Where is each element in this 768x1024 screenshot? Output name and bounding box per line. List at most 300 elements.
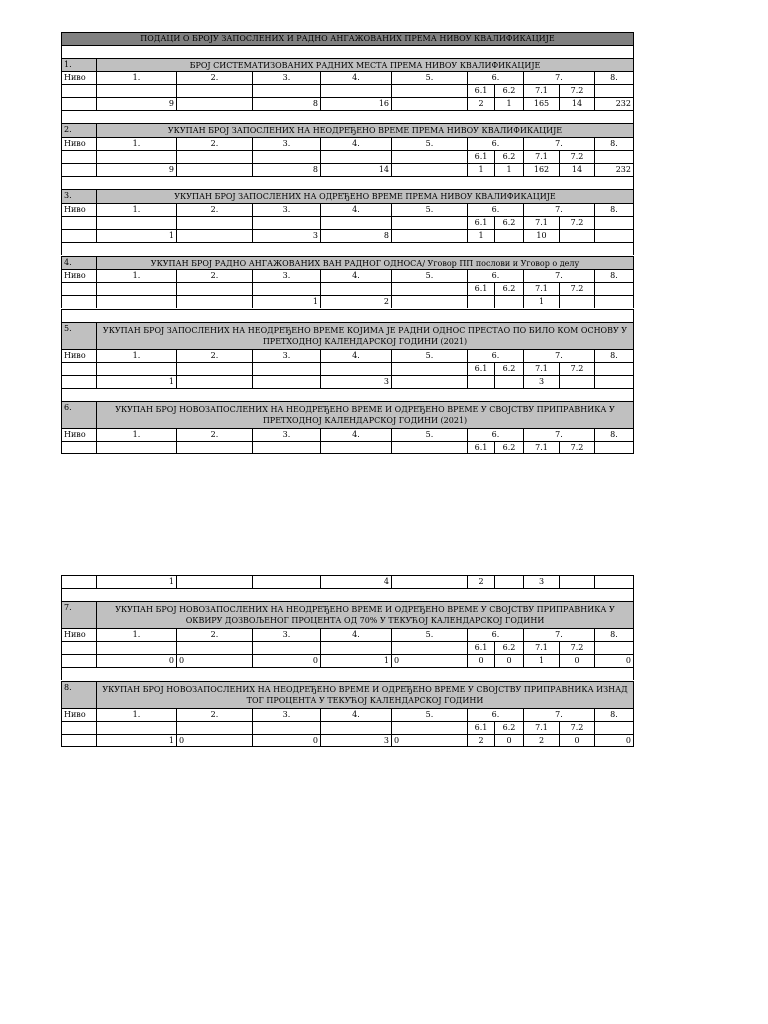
value-cell [176,163,252,176]
value-cell [176,229,252,242]
value-cell: 8 [252,97,320,110]
level-col-8: 8. [594,203,634,216]
level-col-6: 6. [467,269,523,282]
value-cell [494,229,523,242]
blank-cell [61,229,96,242]
value-cell: 9 [96,163,176,176]
value-cell: 1 [96,734,176,747]
level-col-1: 1. [96,269,176,282]
level-col-8: 8. [594,269,634,282]
level-col-7: 7. [523,628,594,641]
value-cell: 10 [523,229,559,242]
blank-cell [176,216,252,229]
value-cell: 0 [252,734,320,747]
section-number: 7. [61,601,96,628]
blank-cell [252,362,320,375]
level-col-3: 3. [252,71,320,84]
section-title: УКУПАН БРОЈ НОВОЗАПОСЛЕНИХ НА НЕОДРЕЂЕНО ВРЕМЕ И ОДРЕЂЕНО ВРЕМЕ У СВОЈСТВУ ПРИПРАВНИКА ИЗНАД ТОГ ПРОЦЕНТА У ТЕКУЋОЈ КАЛЕНДАРСКОЈ ГОДИНИ [96,681,634,708]
level-col-8: 8. [594,349,634,362]
blank-cell [176,721,252,734]
value-cell: 14 [559,163,594,176]
value-cell: 2 [523,734,559,747]
level-col-5: 5. [391,349,467,362]
level-col-7: 7. [523,71,594,84]
spacer-row [61,176,634,189]
sublevel-col: 6.2 [494,84,523,97]
spacer-row [61,388,634,401]
value-cell: 0 [176,734,252,747]
level-col-3: 3. [252,428,320,441]
level-col-2: 2. [176,349,252,362]
sublevel-col: 6.2 [494,282,523,295]
level-col-6: 6. [467,708,523,721]
sublevel-col: 7.2 [559,84,594,97]
level-col-1: 1. [96,203,176,216]
section-title: УКУПАН БРОЈ НОВОЗАПОСЛЕНИХ НА НЕОДРЕЂЕНО ВРЕМЕ И ОДРЕЂЕНО ВРЕМЕ У СВОЈСТВУ ПРИПРАВНИКА У ОКВИРУ ДОЗВОЉЕНОГ ПРОЦЕНТА ОД 70% У ТЕКУЋОЈ КАЛЕНДАРСКОЈ ГОДИНИ [96,601,634,628]
section-title: УКУПАН БРОЈ РАДНО АНГАЖОВАНИХ ВАН РАДНОГ ОДНОСА/ Уговор ПП послови и Уговор о делу [96,256,634,269]
value-cell: 4 [320,575,391,588]
value-cell [559,295,594,308]
value-cell: 1 [523,654,559,667]
sublevel-header-row [61,362,634,375]
level-col-5: 5. [391,71,467,84]
value-cell [176,295,252,308]
level-label: Ниво [61,269,96,282]
blank-cell [176,150,252,163]
blank-cell [61,441,96,454]
document-title-row [61,32,634,45]
level-col-3: 3. [252,269,320,282]
value-cell: 232 [594,97,634,110]
value-cell: 1 [523,295,559,308]
spacer-row [61,45,634,58]
sublevel-header-row [61,441,634,454]
section-header [61,401,634,428]
value-cell: 232 [594,163,634,176]
level-col-2: 2. [176,71,252,84]
blank-cell [176,641,252,654]
sublevel-col: 6.1 [467,282,494,295]
sublevel-col: 7.2 [559,150,594,163]
value-cell: 1 [96,575,176,588]
value-cell: 1 [494,97,523,110]
value-row [61,163,634,176]
level-col-7: 7. [523,428,594,441]
level-header-row [61,137,634,150]
sublevel-col: 6.2 [494,441,523,454]
value-cell: 0 [559,654,594,667]
blank-cell [594,721,634,734]
sublevel-col: 6.2 [494,362,523,375]
blank-cell [61,163,96,176]
sublevel-col: 7.1 [523,150,559,163]
value-cell: 0 [494,734,523,747]
value-cell: 0 [494,654,523,667]
section-header [61,189,634,203]
level-header-row [61,203,634,216]
sublevel-col: 6.1 [467,721,494,734]
level-col-2: 2. [176,269,252,282]
level-col-1: 1. [96,628,176,641]
value-cell: 1 [96,375,176,388]
value-cell [594,575,634,588]
sublevel-col: 6.1 [467,641,494,654]
value-cell: 0 [594,734,634,747]
blank-cell [252,216,320,229]
blank-cell [176,84,252,97]
sublevel-col: 7.2 [559,362,594,375]
blank-cell [320,362,391,375]
level-col-1: 1. [96,349,176,362]
sublevel-col: 6.1 [467,362,494,375]
spacer-row [61,242,634,255]
section-header [61,256,634,269]
level-col-4: 4. [320,428,391,441]
level-col-3: 3. [252,137,320,150]
level-col-7: 7. [523,137,594,150]
spacer-row [61,588,634,601]
level-col-6: 6. [467,137,523,150]
level-label: Ниво [61,71,96,84]
section-number: 3. [61,189,96,203]
level-col-4: 4. [320,269,391,282]
sublevel-header-row [61,216,634,229]
value-cell [176,575,252,588]
value-cell: 14 [320,163,391,176]
value-cell [391,295,467,308]
value-cell: 1 [467,163,494,176]
value-cell [391,97,467,110]
section-header [61,58,634,71]
blank-cell [320,721,391,734]
value-cell [594,375,634,388]
level-label: Ниво [61,203,96,216]
sublevel-col: 6.1 [467,84,494,97]
level-col-6: 6. [467,628,523,641]
blank-cell [252,282,320,295]
blank-cell [252,721,320,734]
level-label: Ниво [61,428,96,441]
blank-cell [320,150,391,163]
level-label: Ниво [61,708,96,721]
level-col-1: 1. [96,708,176,721]
blank-cell [176,441,252,454]
section-title: УКУПАН БРОЈ НОВОЗАПОСЛЕНИХ НА НЕОДРЕЂЕНО ВРЕМЕ И ОДРЕЂЕНО ВРЕМЕ У СВОЈСТВУ ПРИПРАВНИКА У ПРЕТХОДНОЈ КАЛЕНДАРСКОЈ ГОДИНИ (2021) [96,401,634,428]
sublevel-col: 6.2 [494,721,523,734]
section-number: 4. [61,256,96,269]
value-cell [494,295,523,308]
value-cell [391,163,467,176]
value-cell [176,375,252,388]
sublevel-col: 7.2 [559,721,594,734]
blank-cell [252,641,320,654]
section-title: УКУПАН БРОЈ ЗАПОСЛЕНИХ НА НЕОДРЕЂЕНО ВРЕМЕ ПРЕМА НИВОУ КВАЛИФИКАЦИЈЕ [96,123,634,137]
section-header [61,681,634,708]
sublevel-col: 6.2 [494,641,523,654]
value-cell: 3 [320,375,391,388]
section-header [61,123,634,137]
level-label: Ниво [61,349,96,362]
level-col-8: 8. [594,628,634,641]
value-cell: 8 [252,163,320,176]
blank-cell [61,362,96,375]
section-number: 5. [61,322,96,349]
value-row [61,97,634,110]
sublevel-col: 7.1 [523,721,559,734]
sublevel-col: 7.1 [523,641,559,654]
blank-cell [391,84,467,97]
blank-cell [594,441,634,454]
blank-cell [61,84,96,97]
blank-cell [594,150,634,163]
section-number: 6. [61,401,96,428]
blank-cell [594,216,634,229]
value-cell [559,575,594,588]
value-cell [559,375,594,388]
value-row [61,229,634,242]
level-header-row [61,269,634,282]
blank-cell [96,721,176,734]
blank-cell [391,441,467,454]
sublevel-col: 6.1 [467,150,494,163]
level-col-2: 2. [176,203,252,216]
value-cell: 1 [320,654,391,667]
spacer-row [61,309,634,322]
level-col-4: 4. [320,708,391,721]
value-cell: 1 [252,295,320,308]
document-title: ПОДАЦИ О БРОЈУ ЗАПОСЛЕНИХ И РАДНО АНГАЖОВАНИХ ПРЕМА НИВОУ КВАЛИФИКАЦИЈЕ [61,32,634,45]
level-header-row [61,628,634,641]
sublevel-header-row [61,641,634,654]
value-cell: 2 [467,734,494,747]
level-header-row [61,349,634,362]
blank-cell [594,362,634,375]
level-col-3: 3. [252,203,320,216]
value-cell: 0 [252,654,320,667]
value-cell: 1 [467,229,494,242]
sublevel-col: 7.1 [523,441,559,454]
level-col-3: 3. [252,708,320,721]
value-row [61,734,634,747]
blank-cell [96,216,176,229]
level-col-2: 2. [176,708,252,721]
value-cell [494,575,523,588]
sublevel-col: 7.1 [523,282,559,295]
level-header-row [61,708,634,721]
sublevel-col: 7.2 [559,641,594,654]
value-cell: 2 [320,295,391,308]
blank-cell [96,362,176,375]
level-col-5: 5. [391,269,467,282]
sublevel-col: 6.1 [467,441,494,454]
blank-cell [252,441,320,454]
level-col-7: 7. [523,708,594,721]
blank-cell [594,641,634,654]
blank-cell [96,641,176,654]
level-label: Ниво [61,137,96,150]
sublevel-col: 7.1 [523,362,559,375]
value-cell: 1 [96,229,176,242]
blank-cell [391,282,467,295]
blank-cell [176,282,252,295]
value-cell: 1 [494,163,523,176]
blank-cell [61,150,96,163]
section-number: 8. [61,681,96,708]
blank-cell [391,721,467,734]
blank-cell [320,641,391,654]
level-col-5: 5. [391,137,467,150]
value-cell [391,375,467,388]
value-row [61,575,634,588]
sublevel-col: 7.2 [559,282,594,295]
value-cell: 3 [523,575,559,588]
value-cell: 0 [467,654,494,667]
value-cell: 14 [559,97,594,110]
level-col-8: 8. [594,708,634,721]
level-col-4: 4. [320,137,391,150]
section-title: БРОЈ СИСТЕМАТИЗОВАНИХ РАДНИХ МЕСТА ПРЕМА НИВОУ КВАЛИФИКАЦИЈЕ [96,58,634,71]
value-cell: 8 [320,229,391,242]
level-col-5: 5. [391,203,467,216]
level-col-5: 5. [391,428,467,441]
blank-cell [61,375,96,388]
level-col-3: 3. [252,628,320,641]
level-header-row [61,71,634,84]
level-col-8: 8. [594,428,634,441]
blank-cell [391,641,467,654]
blank-cell [252,84,320,97]
level-header-row [61,428,634,441]
spacer-row [61,667,634,680]
level-col-7: 7. [523,203,594,216]
value-row [61,295,634,308]
blank-cell [252,150,320,163]
blank-cell [320,282,391,295]
blank-cell [61,734,96,747]
blank-cell [61,654,96,667]
level-col-5: 5. [391,708,467,721]
sublevel-header-row [61,721,634,734]
sublevel-header-row [61,150,634,163]
value-cell: 0 [96,654,176,667]
blank-cell [320,441,391,454]
level-col-4: 4. [320,203,391,216]
level-col-4: 4. [320,71,391,84]
value-cell [391,229,467,242]
value-cell [252,375,320,388]
sublevel-col: 6.2 [494,216,523,229]
value-cell: 3 [523,375,559,388]
value-cell: 2 [467,97,494,110]
level-col-5: 5. [391,628,467,641]
section-number: 1. [61,58,96,71]
level-col-2: 2. [176,428,252,441]
value-cell: 0 [391,654,467,667]
value-cell [494,375,523,388]
blank-cell [391,150,467,163]
blank-cell [61,282,96,295]
level-col-7: 7. [523,269,594,282]
blank-cell [594,84,634,97]
blank-cell [61,295,96,308]
sublevel-header-row [61,84,634,97]
sublevel-col: 6.1 [467,216,494,229]
sublevel-col: 6.2 [494,150,523,163]
level-col-4: 4. [320,349,391,362]
blank-cell [61,97,96,110]
blank-cell [391,216,467,229]
level-col-4: 4. [320,628,391,641]
value-cell [96,295,176,308]
level-col-3: 3. [252,349,320,362]
value-cell [594,229,634,242]
blank-cell [320,216,391,229]
level-col-2: 2. [176,628,252,641]
value-row [61,654,634,667]
level-col-1: 1. [96,71,176,84]
value-cell [559,229,594,242]
blank-cell [96,282,176,295]
section-header [61,322,634,349]
value-cell: 16 [320,97,391,110]
section-header [61,601,634,628]
sublevel-col: 7.2 [559,216,594,229]
sublevel-header-row [61,282,634,295]
level-col-8: 8. [594,71,634,84]
value-row [61,375,634,388]
value-cell: 0 [391,734,467,747]
blank-cell [61,216,96,229]
value-cell [467,375,494,388]
section-title: УКУПАН БРОЈ ЗАПОСЛЕНИХ НА ОДРЕЂЕНО ВРЕМЕ ПРЕМА НИВОУ КВАЛИФИКАЦИЈЕ [96,189,634,203]
level-col-6: 6. [467,428,523,441]
blank-cell [594,282,634,295]
value-cell [252,575,320,588]
value-cell [176,97,252,110]
sublevel-col: 7.1 [523,216,559,229]
section-number: 2. [61,123,96,137]
level-col-7: 7. [523,349,594,362]
blank-cell [176,362,252,375]
value-cell: 0 [559,734,594,747]
spacer-row [61,110,634,123]
value-cell [467,295,494,308]
level-col-6: 6. [467,203,523,216]
level-col-6: 6. [467,349,523,362]
value-cell: 3 [252,229,320,242]
value-cell [391,575,467,588]
blank-cell [96,150,176,163]
value-cell [594,295,634,308]
section-title: УКУПАН БРОЈ ЗАПОСЛЕНИХ НА НЕОДРЕЂЕНО ВРЕМЕ КОЈИМА ЈЕ РАДНИ ОДНОС ПРЕСТАО ПО БИЛО КОМ ОСНОВУ У ПРЕТХОДНОЈ КАЛЕНДАРСКОЈ ГОДИНИ (2021) [96,322,634,349]
value-cell: 2 [467,575,494,588]
qualification-table [61,32,634,748]
blank-cell [61,641,96,654]
level-col-8: 8. [594,137,634,150]
value-cell: 0 [594,654,634,667]
blank-cell [61,575,96,588]
level-col-1: 1. [96,428,176,441]
value-cell: 3 [320,734,391,747]
blank-cell [96,84,176,97]
sublevel-col: 7.2 [559,441,594,454]
level-label: Ниво [61,628,96,641]
value-cell: 9 [96,97,176,110]
blank-cell [320,84,391,97]
value-cell: 165 [523,97,559,110]
level-col-6: 6. [467,71,523,84]
blank-cell [61,721,96,734]
